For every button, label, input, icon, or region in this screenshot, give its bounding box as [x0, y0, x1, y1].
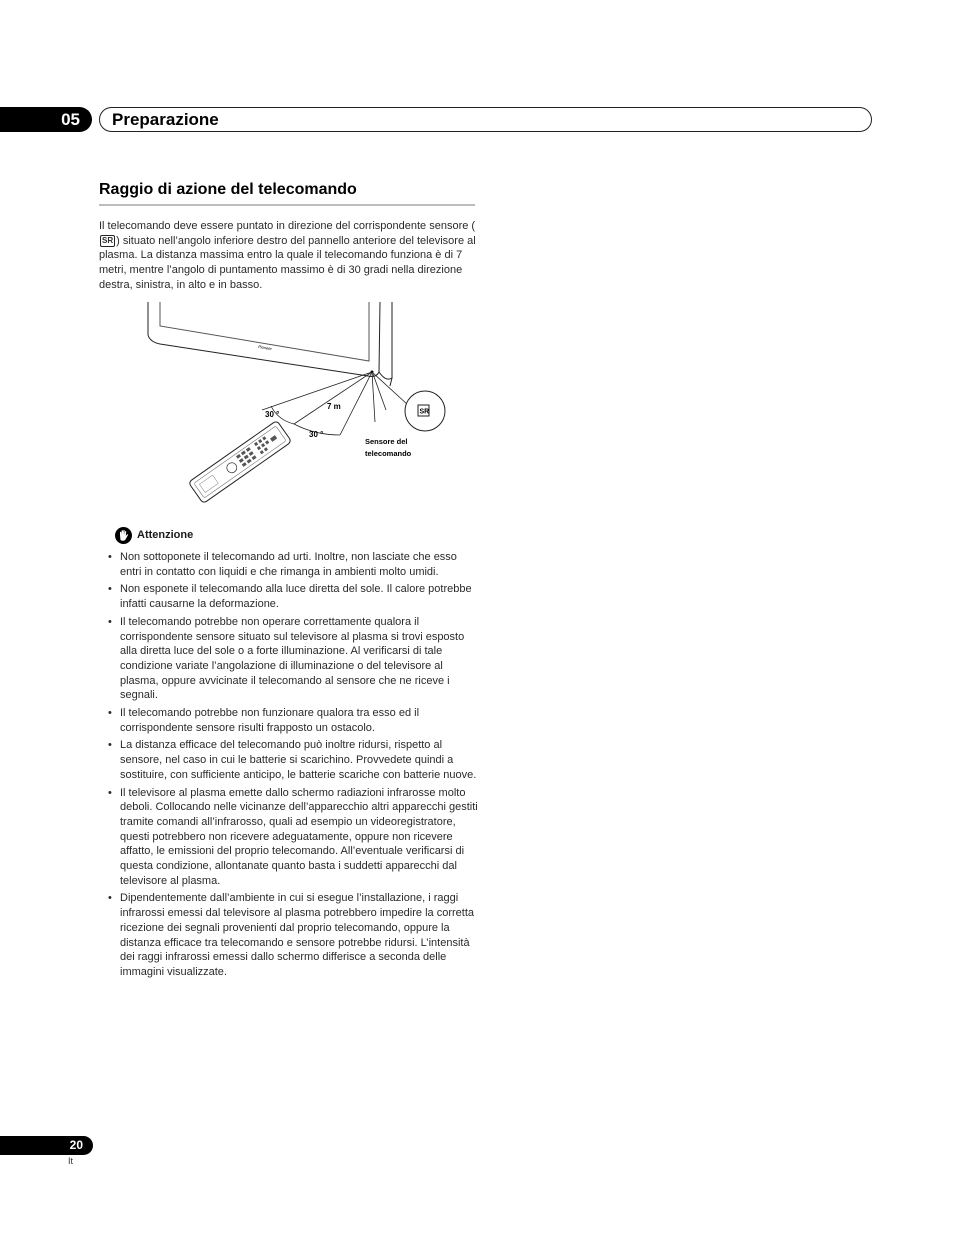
remote-range-diagram: [140, 302, 460, 507]
list-item: • Il telecomando potrebbe non funzionare qualora tra esso ed il corrispondente sensore risulti frapposto un ostacolo.: [108, 706, 478, 735]
page-number-tab: [0, 1136, 93, 1155]
chapter-number: 05: [61, 110, 80, 129]
intro-paragraph: [99, 219, 479, 293]
section-divider: [99, 204, 475, 206]
angle-label-upper: 30 °: [265, 410, 280, 419]
sensor-badge: SR: [102, 235, 114, 245]
caution-list: [108, 550, 478, 983]
remote-control-illustration: [188, 420, 291, 503]
page-language: It: [68, 1156, 74, 1166]
list-item: • Il telecomando potrebbe non operare correttamente qualora il corrispondente sensore situato sul televisore al plasma si trovi esposto alla diretta luce del sole o a forte illuminazione. Al verificarsi di tale condizione variate l’angolazione di illuminazione o del televisore al plasma, oppure avvicinate il telecomando al sensore che ne riceve i segnali.: [108, 615, 478, 703]
distance-label: 7 m: [327, 402, 341, 411]
list-item: • Dipendentemente dall’ambiente in cui si esegue l’installazione, i raggi infrarossi emessi dal televisore al plasma potrebbero impedire la corretta ricezione dei segnali provenienti dal proprio telecomando, oppure la distanza efficace tra telecomando e sensore potrebbe ridursi. L’intensità dei raggi infrarossi emessi dallo schermo differisce a seconda delle immagini visualizzate.: [108, 891, 478, 979]
chapter-title: Preparazione: [112, 110, 219, 129]
hand-stop-icon: [115, 527, 132, 544]
section-title: Raggio di azione del telecomando: [99, 181, 357, 198]
chapter-header: [99, 107, 872, 132]
sensor-label-line2: telecomando: [365, 449, 412, 458]
remote-range-figure: [140, 302, 460, 507]
intro-text-end: ) situato nell’angolo inferiore destro del pannello anteriore del televisore al plasma. La distanza massima entro la quale il telecomando funziona è di 7 metri, mentre l’angolo di puntamento massimo è di 30 gradi nella direzione destra, sinistra, in alto e in basso.: [99, 234, 476, 291]
list-item: • Il televisore al plasma emette dallo schermo radiazioni infrarosse molto deboli. Collocando nelle vicinanze dell’apparecchio altri apparecchi gestiti tramite comandi all’infrarosso, quali ad esempio un videoregistratore, questi potrebbero non ricevere adeguatamente, oppure non ricevere affatto, le emissioni del proprio telecomando. All’eventuale verificarsi di questa condizione, allontanate quanto basta i suddetti apparecchi dal televisore al plasma.: [108, 786, 478, 889]
list-item: • Non sottoponete il telecomando ad urti. Inoltre, non lasciate che esso entri in contatto con liquidi e che rimanga in ambienti molto umidi.: [108, 550, 478, 579]
sensor-label-line1: Sensore del: [365, 437, 408, 446]
chapter-tab: [0, 107, 92, 132]
angle-label-lower: 30 °: [309, 430, 324, 439]
caution-title: Attenzione: [137, 529, 194, 541]
sensor-symbol: SR: [419, 408, 430, 416]
list-item: • Non esponete il telecomando alla luce diretta del sole. Il calore potrebbe infatti causarne la deformazione.: [108, 582, 478, 611]
intro-text-start: Il telecomando deve essere puntato in direzione del corrispondente sensore (: [99, 220, 476, 232]
list-item: • La distanza efficace del telecomando può inoltre ridursi, rispetto al sensore, nel caso in cui le batterie si scarichino. Provvedete quindi a sostituire, con sufficiente anticipo, le batterie scariche con batterie nuove.: [108, 738, 478, 782]
plasma-tv-illustration: [148, 302, 392, 386]
brand-logo: Pioneer: [257, 344, 273, 352]
page-number: 20: [69, 1138, 83, 1152]
